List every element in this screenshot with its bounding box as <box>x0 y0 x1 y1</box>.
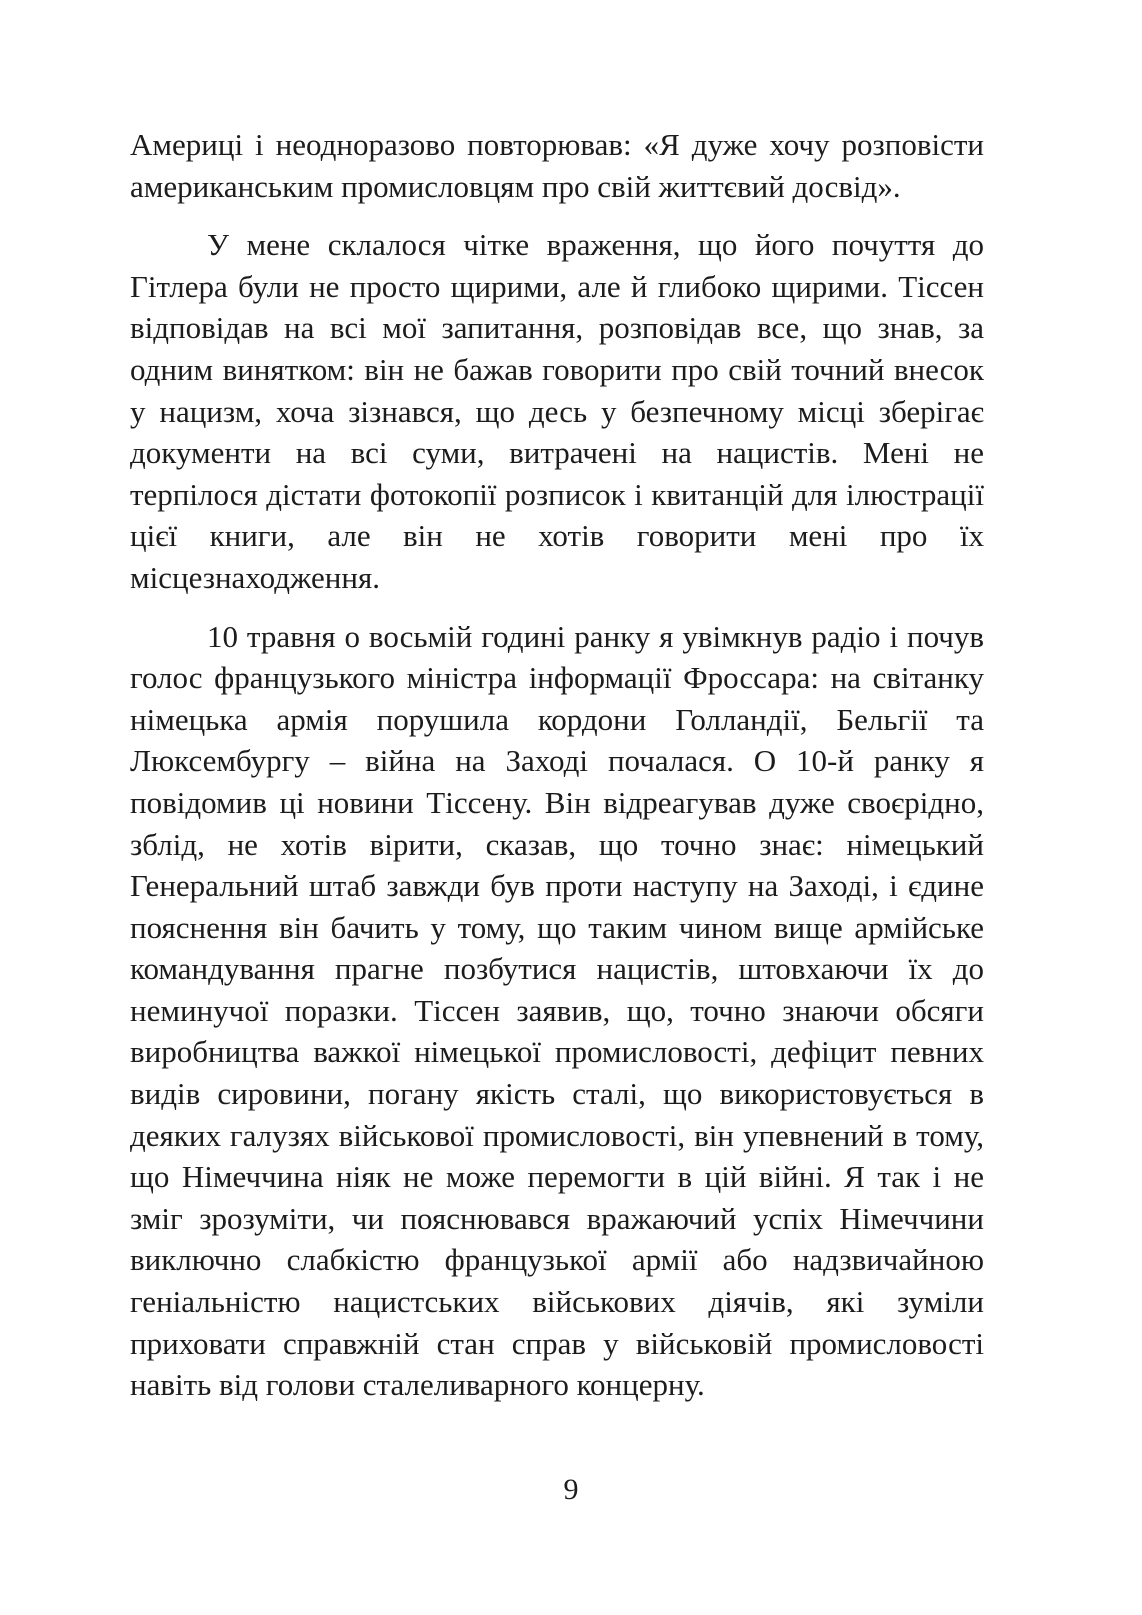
paragraph-may-10: 10 травня о восьмій годині ранку я увімкнув радіо і почув голос французького міністра інформації Фроссара: на світанку німецька армія порушила кордони Голландії, Бельгії та Люксембургу – війна на Заході почалася. О 10-й ранку я повідомив ці новини Тіссену. Він відреагував дуже своєрідно, зблід, не хотів вірити, сказав, що точно знає: німецький Генеральний штаб завжди був проти наступу на Заході, і єдине пояснення він бачить у тому, що таким чином вище армійське командування прагне позбутися нацистів, штовхаючи їх до неминучої поразки. Тіссен заявив, що, точно знаючи обсяги виробництва важкої німецької промисловості, дефіцит певних видів сировини, погану якість сталі, що використовується в деяких галузях військової промисловості, він упевнений в тому, що Німеччина ніяк не може перемогти в цій війні. Я так і не зміг зрозуміти, чи пояснювався вражаючий успіх Німеччини виключно слабкістю французької армії або надзвичайною геніальністю нацистських військових діячів, які зуміли приховати справжній стан справ у військовій промисловості навіть від голови сталеливарного концерну. <box>130 618 984 1403</box>
paragraph-impression: У мене склалося чітке враження, що його почуття до Гітлера були не просто щирими, але й глибоко щирими. Тіссен відповідав на всі мої запитання, розповідав все, що знав, за одним винятком: він не бажав говорити про свій точний внесок у нацизм, хоча зізнався, що десь у безпечному місці зберігає документи на всі суми, витрачені на нацистів. Мені не терпілося дістати фотокопії розписок і квитанцій для ілюстрації цієї книги, але він не хотів говорити мені про їх місцезнаходження. <box>130 227 984 595</box>
body-text <box>130 124 984 1406</box>
paragraph-continuation: Америці і неодноразово повторював: «Я дуже хочу розповісти американським промисловцям про свій життєвий досвід». <box>130 127 984 204</box>
page-number: 9 <box>563 1473 579 1506</box>
